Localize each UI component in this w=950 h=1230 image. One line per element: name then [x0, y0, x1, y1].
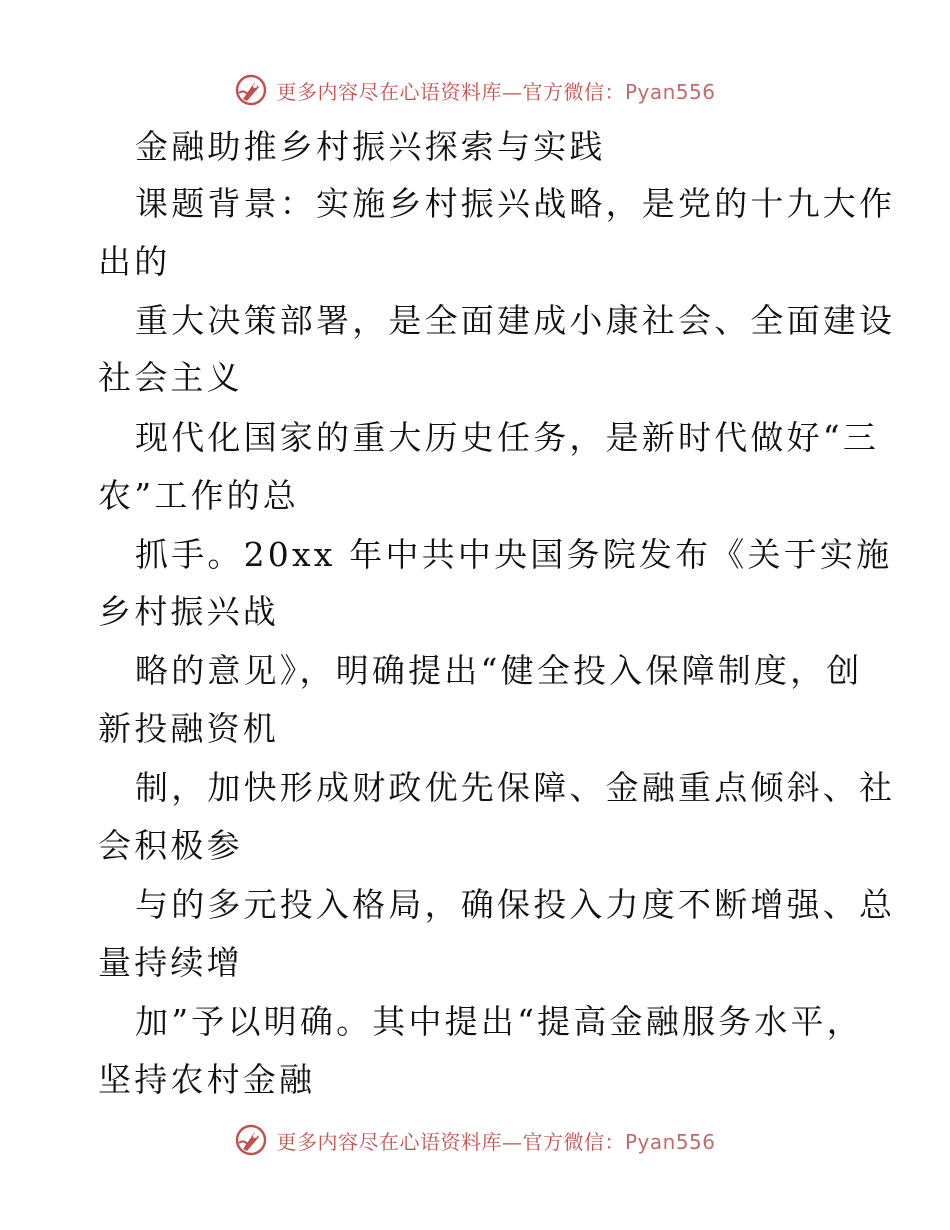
- document-title: 金融助推乡村振兴探索与实践: [135, 127, 606, 166]
- text-line: 社会主义: [98, 358, 243, 397]
- pen-nib-circle-icon: [234, 73, 268, 107]
- pen-nib-circle-icon: [234, 1123, 268, 1157]
- text-line: 出的: [98, 242, 171, 281]
- text-line: 现代化国家的重大历史任务，是新时代做好“三: [135, 418, 880, 457]
- text-line: 量持续增: [98, 943, 243, 982]
- text-line: 与的多元投入格局，确保投入力度不断增强、总: [135, 885, 896, 924]
- text-line: 农”工作的总: [98, 476, 300, 515]
- text-line: 制，加快形成财政优先保障、金融重点倾斜、社: [135, 768, 896, 807]
- watermark-text: 更多内容尽在心语资料库—官方微信：Pyan556: [276, 79, 716, 104]
- header-watermark: [0, 70, 950, 110]
- text-line: 会积极参: [98, 826, 243, 865]
- text-line: 加”予以明确。其中提出“提高金融服务水平，: [135, 1002, 863, 1041]
- watermark-text: 更多内容尽在心语资料库—官方微信：Pyan556: [276, 1129, 716, 1154]
- text-line: 乡村振兴战: [98, 592, 279, 631]
- text-line: 坚持农村金融: [98, 1060, 316, 1099]
- text-line: 新投融资机: [98, 709, 279, 748]
- text-line: 略的意见》，明确提出“健全投入保障制度，创: [135, 651, 863, 690]
- text-line: 抓手。20xx 年中共中央国务院发布《关于实施: [135, 535, 893, 574]
- text-line: 课题背景：实施乡村振兴战略，是党的十九大作: [135, 184, 896, 223]
- text-line: 重大决策部署，是全面建成小康社会、全面建设: [135, 301, 896, 340]
- footer-watermark: [0, 1120, 950, 1160]
